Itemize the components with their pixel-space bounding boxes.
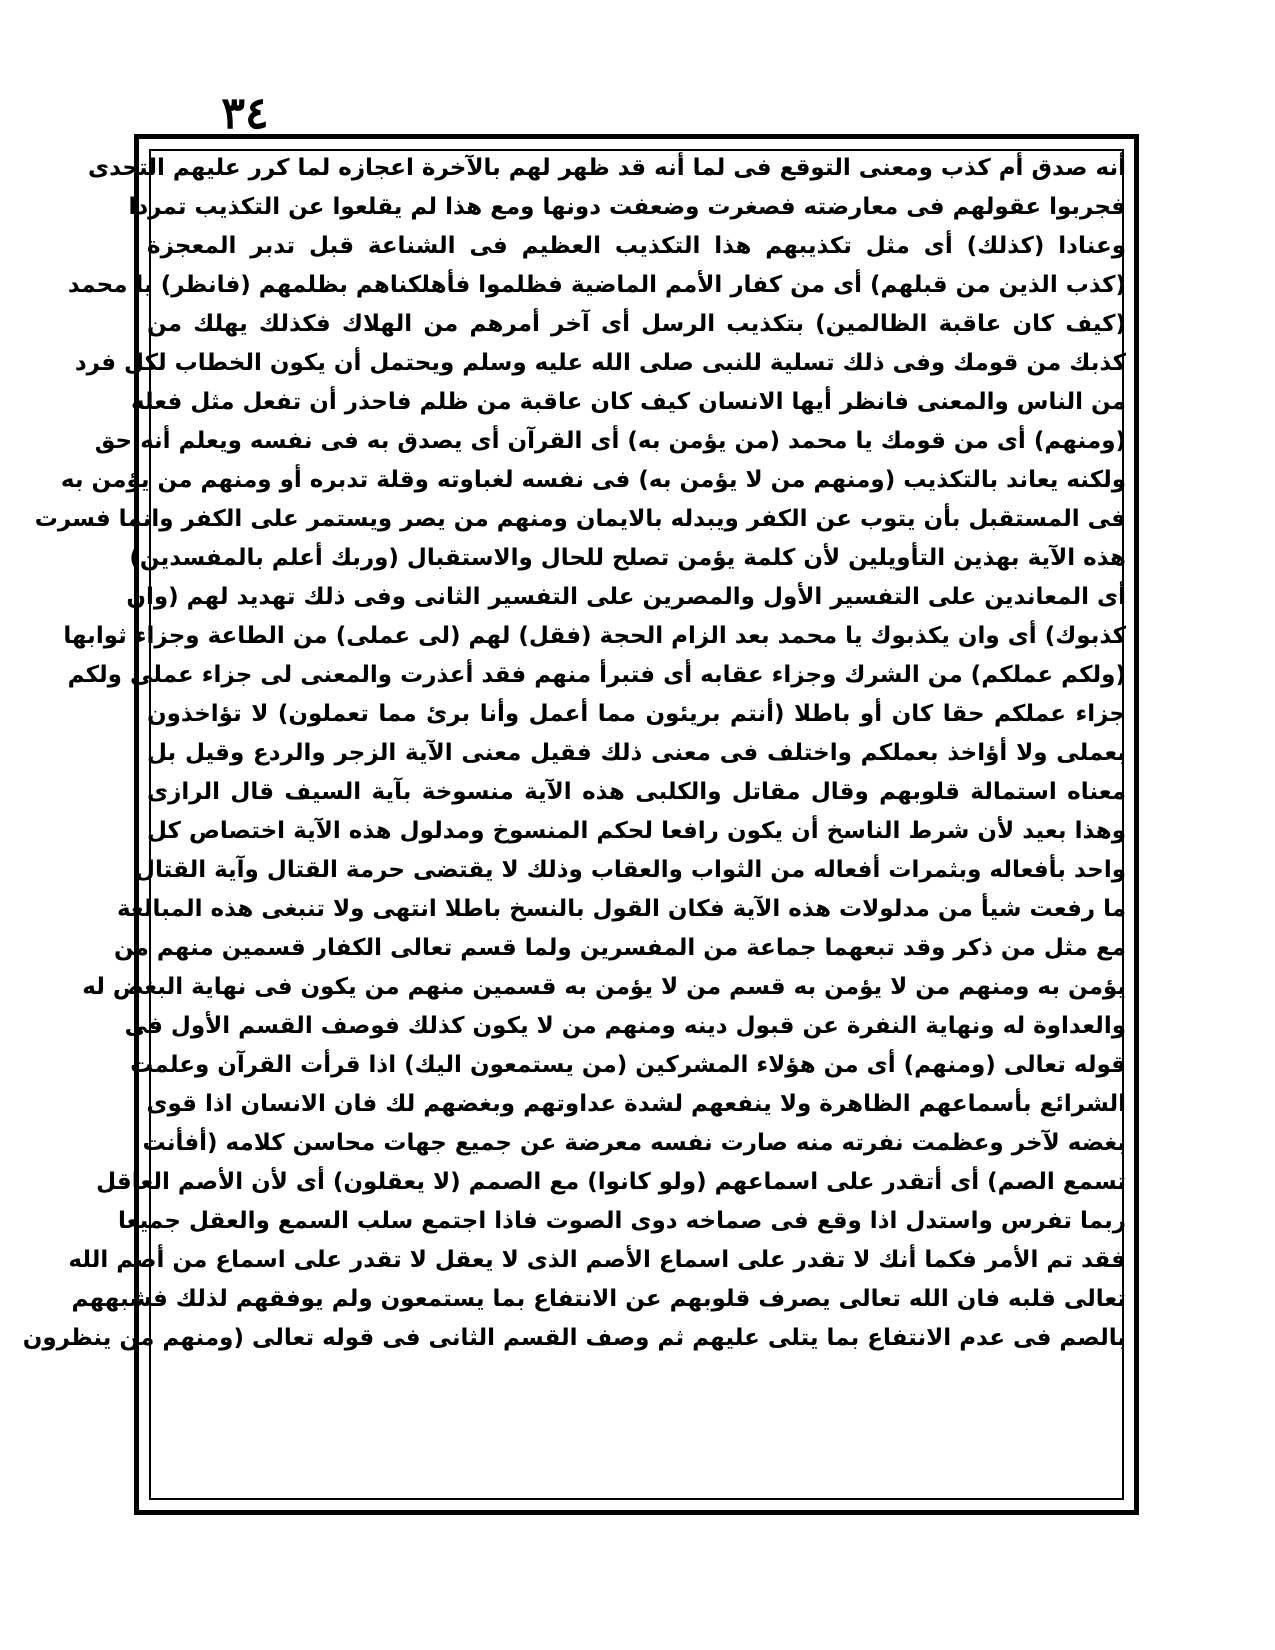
text-line: وعنادا (كذلك) أى مثل تكذيبهم هذا التكذيب العظيم فى الشناعة قبل تدبر المعجزة — [147, 233, 1126, 259]
text-line: ما رفعت شيأ من مدلولات هذه الآية فكان القول بالنسخ باطلا انتهى ولا تنبغى هذه المبالغة — [116, 896, 1126, 922]
text-line: بعملى ولا أؤاخذ بعملكم واختلف فى معنى ذلك فقيل معنى الآية الزجر والردع وقيل بل — [147, 740, 1126, 766]
text-line: وهذا بعيد لأن شرط الناسخ أن يكون رافعا لحكم المنسوخ ومدلول هذه الآية اختصاص كل — [147, 818, 1126, 844]
page-number: ٣٤ — [221, 88, 269, 139]
text-line: يؤمن به ومنهم من لا يؤمن به قسم من لا يؤمن به قسمين منهم من يكون فى نهاية البغض له — [82, 974, 1126, 1000]
text-body — [22, 149, 1126, 1502]
text-line: ولكنه يعاند بالتكذيب (ومنهم من لا يؤمن به) فى نفسه لغباوته وقلة تدبره أو ومنهم من يؤمن به — [60, 467, 1126, 493]
text-line: كذبوك) أى وان يكذبوك يا محمد بعد الزام الحجة (فقل) لهم (لى عملى) من الطاعة وجزاء ثوابها — [63, 623, 1126, 649]
text-line: ربما تفرس واستدل اذا وقع فى صماخه دوى الصوت فاذا اجتمع سلب السمع والعقل جميعا — [117, 1208, 1126, 1234]
text-line: تعالى قلبه فان الله تعالى يصرف قلوبهم عن الانتفاع بما يستمعون ولم يوفقهم لذلك فشبههم — [71, 1286, 1126, 1312]
page-frame — [22, 134, 1139, 1515]
text-line: أى المعاندين على التفسير الأول والمصرين على التفسير الثانى وفى ذلك تهديد لهم (وان — [126, 584, 1126, 610]
text-line: (ولكم عملكم) من الشرك وجزاء عقابه أى فتبرأ منهم فقد أعذرت والمعنى لى جزاء عملى ولكم — [67, 662, 1126, 688]
text-line: والعداوة له ونهاية النفرة عن قبول دينه ومنهم من لا يكون كذلك فوصف القسم الأول فى — [124, 1013, 1126, 1039]
text-line: معناه استمالة قلوبهم وقال مقاتل والكلبى هذه الآية منسوخة بآية السيف قال الرازى — [147, 779, 1126, 805]
text-line: أنه صدق أم كذب ومعنى التوقع فى لما أنه قد ظهر لهم بالآخرة اعجازه لما كرر عليهم التحدى — [88, 155, 1126, 181]
text-line: واحد بأفعاله وبثمرات أفعاله من الثواب والعقاب وذلك لا يقتضى حرمة القتال وآية القتال — [135, 857, 1126, 883]
text-line: تسمع الصم) أى أتقدر على اسماعهم (ولو كانوا) مع الصمم (لا يعقلون) أى لأن الأصم العاقل — [96, 1169, 1126, 1195]
text-line: فقد تم الأمر فكما أنك لا تقدر على اسماع الأصم الذى لا يعقل لا تقدر على اسماع من أصم الله — [68, 1247, 1126, 1273]
text-line: جزاء عملكم حقا كان أو باطلا (أنتم بريئون مما أعمل وأنا برئ مما تعملون) لا تؤاخذون — [147, 701, 1126, 727]
text-line: (ومنهم) أى من قومك يا محمد (من يؤمن به) أى القرآن أى يصدق به فى نفسه ويعلم أنه حق — [94, 428, 1126, 454]
text-line: بغضه لآخر وعظمت نفرته منه صارت نفسه معرضة عن جميع جهات محاسن كلامه (أفأنت — [142, 1130, 1126, 1156]
text-line: من الناس والمعنى فانظر أيها الانسان كيف كان عاقبة من ظلم فاحذر أن تفعل مثل فعله — [130, 389, 1126, 415]
text-line: بالصم فى عدم الانتفاع بما يتلى عليهم ثم وصف القسم الثانى فى قوله تعالى (ومنهم من ينظرون — [22, 1325, 1126, 1351]
text-line: قوله تعالى (ومنهم) أى من هؤلاء المشركين (من يستمعون اليك) اذا قرأت القرآن وعلمت — [130, 1052, 1126, 1078]
text-line: كذبك من قومك وفى ذلك تسلية للنبى صلى الله عليه وسلم ويحتمل أن يكون الخطاب لكل فرد — [74, 350, 1126, 376]
text-line: فجربوا عقولهم فى معارضته فصغرت وضعفت دونها ومع هذا لم يقلعوا عن التكذيب تمردا — [128, 194, 1126, 220]
text-line: (كيف كان عاقبة الظالمين) بتكذيب الرسل أى آخر أمرهم من الهلاك فكذلك يهلك من — [147, 311, 1126, 337]
text-line: مع مثل من ذكر وقد تبعهما جماعة من المفسرين ولما قسم تعالى الكفار قسمين منهم من — [113, 935, 1126, 961]
text-line: (كذب الذين من قبلهم) أى من كفار الأمم الماضية فظلموا فأهلكناهم بظلمهم (فانظر) يا محمد — [67, 272, 1126, 298]
text-line: فى المستقبل بأن يتوب عن الكفر ويبدله بالايمان ومنهم من يصر ويستمر على الكفر وانما فسرت — [34, 506, 1126, 532]
text-line: هذه الآية بهذين التأويلين لأن كلمة يؤمن تصلح للحال والاستقبال (وربك أعلم بالمفسدين) — [129, 545, 1126, 571]
text-line: الشرائع بأسماعهم الظاهرة ولا ينفعهم لشدة عداوتهم وبغضهم لك فان الانسان اذا قوى — [146, 1091, 1126, 1117]
